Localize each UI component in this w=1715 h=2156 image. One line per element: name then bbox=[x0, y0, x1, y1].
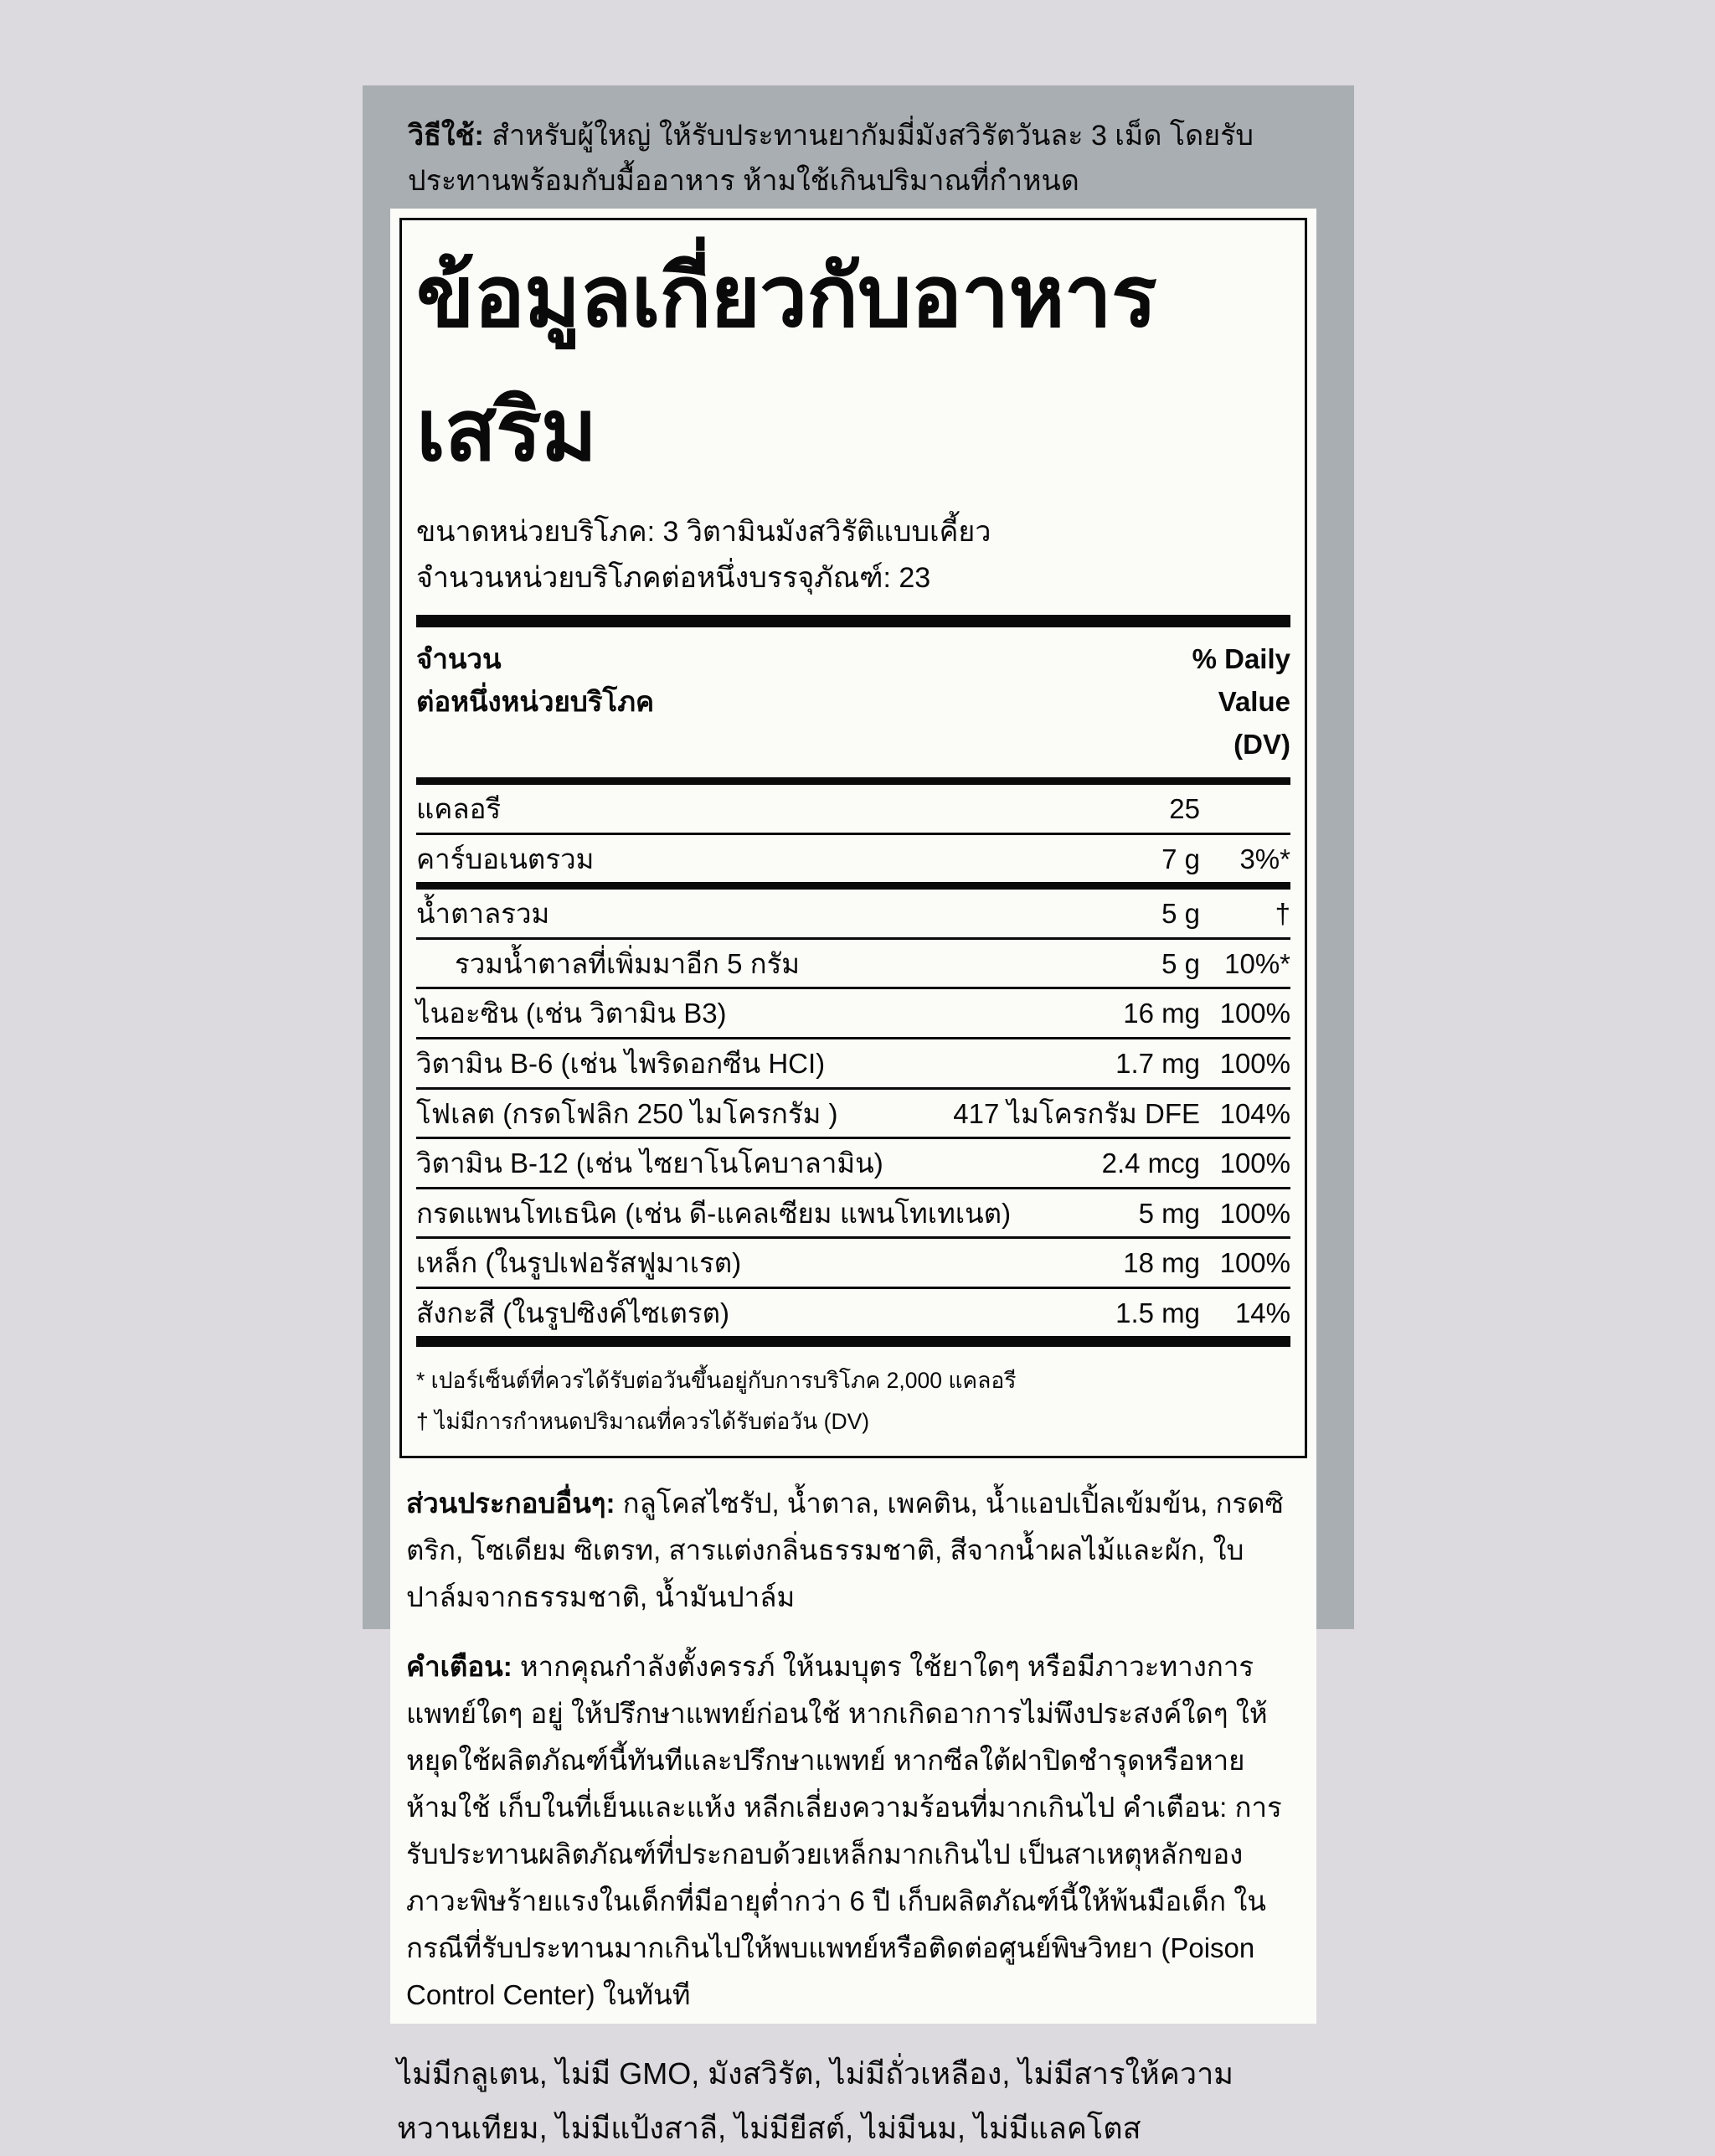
nutrient-amount: 2.4 mcg bbox=[1101, 1148, 1200, 1179]
warning-text: หากคุณกำลังตั้งครรภ์ ให้นมบุตร ใช้ยาใดๆ หรือมีภาวะทางการแพทย์ใดๆ อยู่ ให้ปรึกษาแพทย์ก่อนใช้ หากเกิดอาการไม่พึงประสงค์ใดๆ ให้หยุดใช้ผลิตภัณฑ์นี้ทันทีและปรึกษาแพทย์ หากซีลใต้ฝาปิดชำรุดหรือหาย ห้ามใช้ เก็บในที่เย็นและแห้ง หลีกเลี่ยงความร้อนที่มากเกินไป คำเตือน: การรับประทานผลิตภัณฑ์ที่ประกอบด้วยเหล็กมากเกินไป เป็นสาเหตุหลักของภาวะพิษร้ายแรงในเด็กที่มีอายุต่ำกว่า 6 ปี เก็บผลิตภัณฑ์นี้ให้พ้นมือเด็ก ในกรณีที่รับประทานมากเกินไปให้พบแพทย์หรือติดต่อศูนย์พิษวิทยา (Poison Control Center) ในทันที bbox=[406, 1650, 1282, 2011]
nutrient-dv: 104% bbox=[1219, 1097, 1290, 1129]
nutrient-amount: 16 mg bbox=[1123, 998, 1200, 1029]
supplement-label-panel bbox=[363, 85, 1354, 2146]
thick-divider-bar bbox=[416, 615, 1290, 627]
nutrient-row-niacin bbox=[416, 989, 1290, 1039]
dv-header-line-1: % Daily bbox=[1192, 642, 1290, 674]
nutrient-dv: 100% bbox=[1219, 1148, 1290, 1179]
warning-paragraph bbox=[406, 1643, 1302, 2019]
nutrient-row-calories bbox=[416, 785, 1290, 835]
facts-title-line-1: ข้อมูลเกี่ยวกับอาหาร bbox=[416, 249, 1156, 345]
nutrient-row-iron bbox=[416, 1239, 1290, 1289]
nutrient-amount: 1.7 mg bbox=[1115, 1047, 1200, 1079]
nutrient-dv: 14% bbox=[1234, 1297, 1290, 1328]
dv-header-line-3: (DV) bbox=[1233, 729, 1290, 761]
nutrient-amount: 1.5 mg bbox=[1115, 1297, 1200, 1328]
thick-divider-bar bbox=[416, 882, 1290, 890]
footnotes bbox=[416, 1360, 1290, 1442]
nutrient-label: เหล็ก (ในรูปเฟอรัสฟูมาเรต) bbox=[416, 1247, 742, 1279]
nutrient-row-zinc bbox=[416, 1289, 1290, 1337]
nutrient-label: น้ำตาลรวม bbox=[416, 898, 550, 930]
nutrient-label: กรดแพนโทเธนิค (เช่น ดี-แคลเซียม แพนโทเทเนต) bbox=[416, 1197, 1012, 1229]
nutrient-row-total-sugars bbox=[416, 890, 1290, 940]
dv-header-line-2: Value bbox=[1218, 685, 1290, 717]
nutrient-label: ไนอะซิน (เช่น วิตามิน B3) bbox=[416, 998, 727, 1029]
footnote-daily-value: * เปอร์เซ็นต์ที่ควรได้รับต่อวันขึ้นอยู่กับการบริโภค 2,000 แคลอรี bbox=[416, 1368, 1017, 1394]
daily-value-header bbox=[1192, 637, 1290, 766]
nutrient-amount: 25 bbox=[1169, 793, 1200, 825]
nutrient-row-vitamin-b6 bbox=[416, 1039, 1290, 1090]
nutrient-amount: 5 mg bbox=[1138, 1197, 1200, 1229]
nutrient-dv: † bbox=[1275, 898, 1290, 930]
warning-lead: คำเตือน: bbox=[406, 1650, 512, 1682]
nutrient-row-added-sugars bbox=[416, 940, 1290, 990]
facts-header-row bbox=[416, 627, 1290, 777]
nutrient-label: รวมน้ำตาลที่เพิ่มมาอีก 5 กรัม bbox=[455, 947, 801, 979]
nutrient-table bbox=[416, 785, 1290, 1347]
amount-header-line-1: จำนวน bbox=[416, 642, 502, 674]
nutrient-row-vitamin-b12 bbox=[416, 1139, 1290, 1189]
nutrient-row-pantothenic-acid bbox=[416, 1189, 1290, 1240]
other-ingredients-text: กลูโคสไซรัป, น้ำตาล, เพคติน, น้ำแอปเปิ้ลเข้มข้น, กรดซิตริก, โซเดียม ซิเตรท, สารแต่งกลิ่นธรรมชาติ, สีจากน้ำผลไม้และผัก, ใบปาล์มจากธรรมชาติ, น้ำมันปาล์ม bbox=[406, 1488, 1284, 1613]
serving-size: ขนาดหน่วยบริโภค: 3 วิตามินมังสวิรัติแบบเคี้ยว bbox=[416, 515, 991, 548]
nutrient-label: โฟเลต (กรดโฟลิก 250 ไมโครกรัม ) bbox=[416, 1097, 838, 1129]
nutrient-dv: 100% bbox=[1219, 1247, 1290, 1279]
footnote-dv-not-established: † ไม่มีการกำหนดปริมาณที่ควรได้รับต่อวัน (DV) bbox=[416, 1409, 870, 1435]
nutrient-row-total-carbohydrate bbox=[416, 835, 1290, 883]
nutrient-dv: 3%* bbox=[1239, 843, 1290, 874]
facts-title-line-2: เสริม bbox=[416, 382, 597, 478]
nutrient-label: แคลอรี bbox=[416, 793, 502, 825]
servings-per-container: จำนวนหน่วยบริโภคต่อหนึ่งบรรจุภัณฑ์: 23 bbox=[416, 561, 931, 594]
nutrient-amount: 417 ไมโครกรัม DFE bbox=[953, 1097, 1200, 1129]
nutrient-label: สังกะสี (ในรูปซิงค์ไซเตรต) bbox=[416, 1297, 730, 1328]
nutrient-amount: 5 g bbox=[1161, 898, 1200, 930]
nutrient-amount: 5 g bbox=[1161, 947, 1200, 979]
usage-instructions-text: สำหรับผู้ใหญ่ ให้รับประทานยากัมมี่มังสวิรัตวันละ 3 เม็ด โดยรับประทานพร้อมกับมื้ออาหาร ห้ามใช้เกินปริมาณที่กำหนด bbox=[408, 120, 1254, 197]
nutrient-dv: 10%* bbox=[1224, 947, 1290, 979]
amount-header-line-2: ต่อหนึ่งหน่วยบริโภค bbox=[416, 685, 655, 717]
supplement-facts-box bbox=[399, 218, 1307, 1458]
other-ingredients bbox=[406, 1480, 1302, 1621]
usage-instructions-lead: วิธีใช้: bbox=[408, 120, 484, 152]
nutrient-amount: 7 g bbox=[1161, 843, 1200, 874]
nutrient-dv: 100% bbox=[1219, 1197, 1290, 1229]
other-ingredients-lead: ส่วนประกอบอื่นๆ: bbox=[406, 1488, 615, 1519]
nutrient-label: คาร์บอเนตรวม bbox=[416, 843, 595, 874]
nutrient-row-folate bbox=[416, 1090, 1290, 1140]
nutrient-dv: 100% bbox=[1219, 1047, 1290, 1079]
nutrient-dv: 100% bbox=[1219, 998, 1290, 1029]
supplement-label-box bbox=[390, 209, 1316, 2024]
nutrient-amount: 18 mg bbox=[1123, 1247, 1200, 1279]
thick-divider-bar bbox=[416, 1336, 1290, 1347]
thick-divider-bar bbox=[416, 777, 1290, 785]
facts-title bbox=[416, 230, 1290, 497]
nutrient-label: วิตามิน B-12 (เช่น ไซยาโนโคบาลามิน) bbox=[416, 1148, 883, 1179]
free-from-statement: ไม่มีกลูเตน, ไม่มี GMO, มังสวิรัต, ไม่มีถั่วเหลือง, ไม่มีสารให้ความหวานเทียม, ไม่มีแป้งสาลี, ไม่มียีสต์, ไม่มีนม, ไม่มีแลคโตส bbox=[397, 2056, 1234, 2146]
usage-instructions bbox=[408, 114, 1316, 204]
amount-per-serving-header bbox=[416, 637, 654, 723]
nutrient-label: วิตามิน B-6 (เช่น ไพริดอกซีน HCI) bbox=[416, 1047, 826, 1079]
